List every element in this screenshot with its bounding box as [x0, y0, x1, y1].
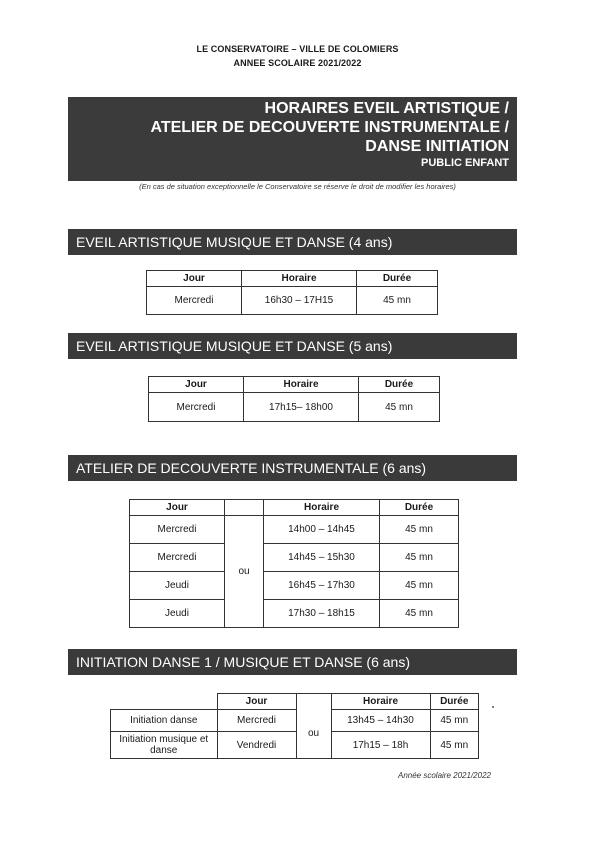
cell-jour: Vendredi: [217, 732, 296, 759]
cell-horaire: 17h15 – 18h: [331, 732, 430, 759]
col-header-horaire: Horaire: [242, 271, 357, 287]
footer-year: Année scolaire 2021/2022: [398, 771, 491, 780]
banner-title-line-1: HORAIRES EVEIL ARTISTIQUE /: [264, 100, 509, 117]
cell-jour: Mercredi: [149, 393, 244, 422]
cell-horaire: 14h45 – 15h30: [264, 544, 380, 572]
table-row: [130, 544, 459, 572]
col-header-cours: [111, 694, 218, 710]
col-header-duree: Durée: [359, 377, 440, 393]
table-row: [130, 516, 459, 544]
cell-horaire: 16h45 – 17h30: [264, 572, 380, 600]
banner-title-line-3: DANSE INITIATION: [365, 138, 509, 155]
cell-horaire: 14h00 – 14h45: [264, 516, 380, 544]
header-line-2: ANNEE SCOLAIRE 2021/2022: [233, 58, 362, 68]
cell-jour: Jeudi: [130, 600, 225, 628]
col-header-duree: Durée: [357, 271, 438, 287]
cell-duree: 45 mn: [380, 516, 459, 544]
cell-jour: Mercredi: [130, 544, 225, 572]
cell-duree: 45 mn: [357, 287, 438, 315]
cell-duree: 45 mn: [380, 572, 459, 600]
schedule-table-initiation: [110, 693, 479, 759]
banner-subtitle: PUBLIC ENFANT: [421, 157, 509, 169]
table-row: [130, 600, 459, 628]
col-header-jour: Jour: [147, 271, 242, 287]
col-header-horaire: Horaire: [331, 694, 430, 710]
cell-jour: Mercredi: [147, 287, 242, 315]
cell-cours: Initiation musique et danse: [111, 732, 218, 759]
table-row: [111, 710, 479, 732]
cell-horaire: 13h45 – 14h30: [331, 710, 430, 732]
section-title-eveil-4: EVEIL ARTISTIQUE MUSIQUE ET DANSE (4 ans): [68, 229, 517, 255]
cell-duree: 45 mn: [430, 710, 479, 732]
section-title-initiation: INITIATION DANSE 1 / MUSIQUE ET DANSE (6 ans): [68, 649, 517, 675]
section-title-atelier: ATELIER DE DECOUVERTE INSTRUMENTALE (6 ans): [68, 455, 517, 481]
cell-ou: ou: [225, 516, 264, 628]
cell-horaire: 17h30 – 18h15: [264, 600, 380, 628]
cell-jour: Mercredi: [130, 516, 225, 544]
cell-cours: Initiation danse: [111, 710, 218, 732]
cell-horaire: 17h15– 18h00: [244, 393, 359, 422]
cell-ou: ou: [296, 710, 331, 759]
col-header-duree: Durée: [380, 500, 459, 516]
table-row: [147, 287, 438, 315]
col-header-jour: Jour: [149, 377, 244, 393]
disclaimer-note: (En cas de situation exceptionnelle le Conservatoire se réserve le droit de modifier les horaires): [139, 182, 456, 191]
col-header-horaire: Horaire: [244, 377, 359, 393]
title-banner: [68, 97, 517, 181]
table-row: [111, 732, 479, 759]
cell-horaire: 16h30 – 17H15: [242, 287, 357, 315]
col-header-empty: [296, 694, 331, 710]
col-header-jour: Jour: [217, 694, 296, 710]
table-row: [149, 393, 440, 422]
table-row: [130, 572, 459, 600]
scan-speck: [492, 706, 494, 708]
cell-duree: 45 mn: [430, 732, 479, 759]
banner-title-line-2: ATELIER DE DECOUVERTE INSTRUMENTALE /: [150, 119, 509, 136]
schedule-table-eveil-4: [146, 270, 438, 315]
cell-jour: Jeudi: [130, 572, 225, 600]
cell-duree: 45 mn: [359, 393, 440, 422]
col-header-horaire: Horaire: [264, 500, 380, 516]
col-header-duree: Durée: [430, 694, 479, 710]
cell-jour: Mercredi: [217, 710, 296, 732]
col-header-jour: Jour: [130, 500, 225, 516]
header-line-1: LE CONSERVATOIRE – VILLE DE COLOMIERS: [196, 44, 399, 54]
section-title-eveil-5: EVEIL ARTISTIQUE MUSIQUE ET DANSE (5 ans): [68, 333, 517, 359]
schedule-table-eveil-5: [148, 376, 440, 422]
col-header-empty: [225, 500, 264, 516]
cell-duree: 45 mn: [380, 600, 459, 628]
cell-duree: 45 mn: [380, 544, 459, 572]
schedule-table-atelier: [129, 499, 459, 628]
